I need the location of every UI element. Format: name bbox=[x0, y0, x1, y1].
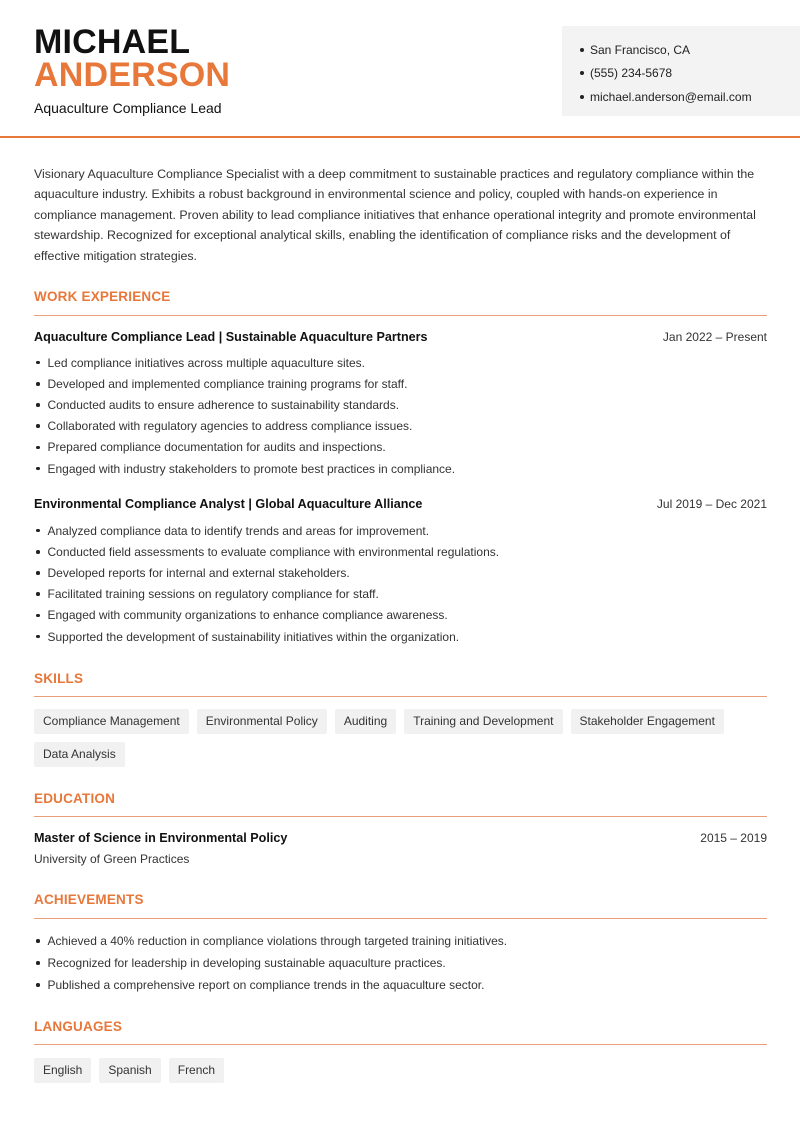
skill-chip: Data Analysis bbox=[34, 742, 125, 767]
list-item bbox=[34, 458, 767, 479]
work-experience-heading: WORK EXPERIENCE bbox=[34, 289, 171, 304]
bullet-text: Engaged with industry stakeholders to promote best practices in compliance. bbox=[47, 461, 456, 476]
bullet-icon bbox=[580, 48, 584, 52]
bullet-text: Supported the development of sustainability initiatives within the organization. bbox=[47, 629, 460, 644]
list-item bbox=[34, 584, 767, 605]
email-text: michael.anderson@email.com bbox=[590, 89, 752, 104]
list-item bbox=[34, 626, 767, 647]
profile-summary: Visionary Aquaculture Compliance Specialist with a deep commitment to sustainable practices and regulatory compliance within the aquaculture industry. Exhibits a robust background in environmental science and policy, coupled with hands-on experience in compliance management. Proven ability to lead compliance initiatives that enhance operational integrity and promote environmental stewardship. Recognized for exceptional analytical skills, enabling the identification of compliance risks and the development of effective mitigation strategies. bbox=[34, 167, 756, 263]
list-item bbox=[34, 352, 767, 373]
education-dates: 2015 – 2019 bbox=[700, 831, 767, 845]
list-item bbox=[34, 974, 767, 996]
bullet-text: Developed and implemented compliance training programs for staff. bbox=[47, 376, 408, 391]
first-name: MICHAEL bbox=[34, 23, 191, 61]
language-chip: English bbox=[34, 1058, 91, 1083]
language-chip: Spanish bbox=[99, 1058, 160, 1083]
language-chip: French bbox=[169, 1058, 224, 1083]
bullet-text: Conducted audits to ensure adherence to sustainability standards. bbox=[47, 397, 400, 412]
list-item bbox=[34, 416, 767, 437]
bullet-text: Led compliance initiatives across multiple aquaculture sites. bbox=[47, 355, 365, 370]
section-divider bbox=[34, 1044, 767, 1045]
bullet-icon bbox=[36, 382, 40, 386]
bullet-icon bbox=[580, 71, 584, 75]
last-name: ANDERSON bbox=[34, 56, 231, 94]
bullet-icon bbox=[36, 446, 40, 450]
bullet-text: Prepared compliance documentation for audits and inspections. bbox=[47, 440, 386, 455]
bullet-icon bbox=[36, 592, 40, 596]
list-item bbox=[34, 605, 767, 626]
languages-heading: LANGUAGES bbox=[34, 1019, 123, 1034]
list-item bbox=[34, 952, 767, 974]
bullet-icon bbox=[36, 961, 40, 965]
skill-chip: Training and Development bbox=[404, 709, 562, 734]
job-dates: Jul 2019 – Dec 2021 bbox=[656, 497, 767, 511]
bullet-text: Developed reports for internal and external stakeholders. bbox=[47, 565, 350, 580]
list-item bbox=[34, 930, 767, 952]
location-text: San Francisco, CA bbox=[590, 42, 691, 57]
bullet-icon bbox=[36, 550, 40, 554]
bullet-icon bbox=[580, 95, 584, 99]
section-divider bbox=[34, 918, 767, 919]
list-item bbox=[34, 437, 767, 458]
bullet-text: Facilitated training sessions on regulatory compliance for staff. bbox=[47, 587, 379, 602]
contact-email bbox=[580, 85, 782, 109]
bullet-text: Published a comprehensive report on compliance trends in the aquaculture sector. bbox=[47, 978, 485, 992]
bullet-icon bbox=[36, 614, 40, 618]
job-title: Aquaculture Compliance Lead | Sustainable Aquaculture Partners bbox=[34, 330, 428, 344]
achievements-list bbox=[34, 930, 767, 996]
bullet-icon bbox=[36, 529, 40, 533]
resume-header bbox=[0, 0, 800, 138]
bullet-text: Collaborated with regulatory agencies to address compliance issues. bbox=[47, 419, 413, 434]
job-role: Aquaculture Compliance Lead bbox=[34, 100, 222, 116]
languages-list bbox=[34, 1058, 774, 1083]
achievements-heading: ACHIEVEMENTS bbox=[34, 892, 144, 907]
contact-phone bbox=[580, 62, 782, 86]
bullet-icon bbox=[36, 571, 40, 575]
bullet-text: Analyzed compliance data to identify trends and areas for improvement. bbox=[47, 523, 430, 538]
bullet-text: Conducted field assessments to evaluate compliance with environmental regulations. bbox=[47, 544, 500, 559]
skill-chip: Stakeholder Engagement bbox=[571, 709, 724, 734]
skill-chip: Compliance Management bbox=[34, 709, 189, 734]
section-divider bbox=[34, 315, 767, 316]
contact-location bbox=[580, 38, 782, 62]
job-dates: Jan 2022 – Present bbox=[662, 330, 767, 344]
bullet-text: Engaged with community organizations to enhance compliance awareness. bbox=[47, 608, 448, 623]
bullet-icon bbox=[36, 361, 40, 365]
bullet-icon bbox=[36, 983, 40, 987]
list-item bbox=[34, 562, 767, 583]
school-name: University of Green Practices bbox=[34, 852, 190, 866]
skills-list bbox=[34, 709, 774, 767]
education-heading: EDUCATION bbox=[34, 791, 116, 806]
bullet-icon bbox=[36, 424, 40, 428]
bullet-icon bbox=[36, 403, 40, 407]
bullet-icon bbox=[36, 467, 40, 471]
phone-text: (555) 234-5678 bbox=[590, 66, 673, 81]
degree-title: Master of Science in Environmental Policy bbox=[34, 831, 288, 845]
bullet-text: Recognized for leadership in developing sustainable aquaculture practices. bbox=[47, 956, 446, 970]
contact-box bbox=[562, 26, 800, 116]
section-divider bbox=[34, 696, 767, 697]
job-title: Environmental Compliance Analyst | Global Aquaculture Alliance bbox=[34, 497, 423, 511]
list-item bbox=[34, 520, 767, 541]
list-item bbox=[34, 373, 767, 394]
skill-chip: Auditing bbox=[335, 709, 396, 734]
bullet-icon bbox=[36, 635, 40, 639]
list-item bbox=[34, 394, 767, 415]
job-bullets bbox=[34, 352, 767, 479]
list-item bbox=[34, 541, 767, 562]
section-divider bbox=[34, 816, 767, 817]
skill-chip: Environmental Policy bbox=[197, 709, 327, 734]
bullet-text: Achieved a 40% reduction in compliance violations through targeted training initiatives. bbox=[47, 934, 508, 948]
job-bullets bbox=[34, 520, 767, 647]
skills-heading: SKILLS bbox=[34, 671, 84, 686]
bullet-icon bbox=[36, 939, 40, 943]
